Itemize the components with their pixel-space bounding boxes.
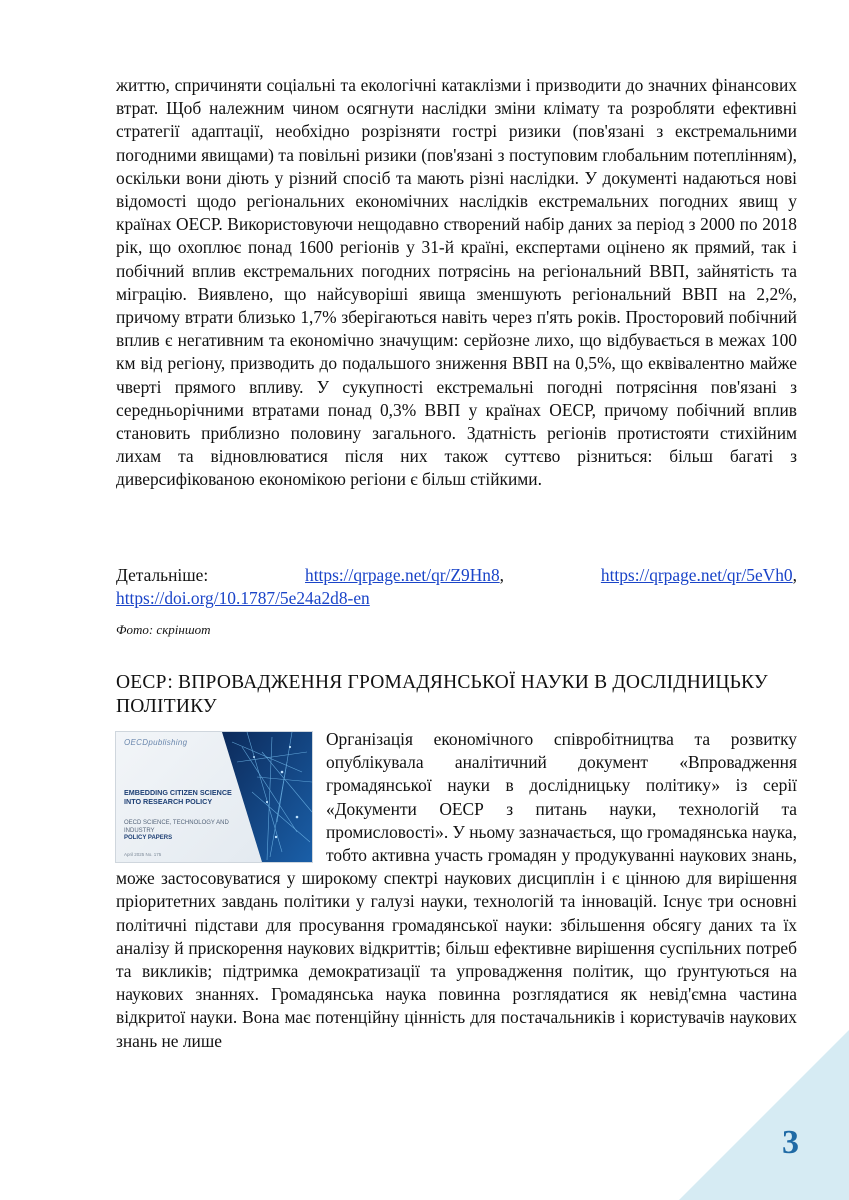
cover-date: April 2025 No. 175 — [124, 852, 162, 857]
intro-text-block — [116, 74, 797, 492]
page-number: 3 — [782, 1124, 799, 1161]
link-separator: , — [499, 565, 505, 585]
more-info-link-1[interactable]: https://qrpage.net/qr/Z9Hn8 — [305, 565, 500, 585]
cover-series: OECD SCIENCE, TECHNOLOGY AND INDUSTRY POLICY PAPERS — [124, 820, 229, 841]
more-info-line — [116, 564, 797, 587]
section-title: ОЕСР: ВПРОВАДЖЕННЯ ГРОМАДЯНСЬКОЇ НАУКИ В ДОСЛІДНИЦЬКУ ПОЛІТИКУ — [116, 672, 768, 717]
report-cover-image — [116, 732, 312, 862]
more-info-link-2[interactable]: https://qrpage.net/qr/5eVh0 — [600, 565, 793, 585]
more-info-link-3[interactable]: https://doi.org/10.1787/5e24a2d8-en — [116, 588, 370, 609]
more-info-line-2 — [116, 587, 797, 610]
oecd-publishing-logo: OECDpublishing — [124, 738, 188, 747]
section-body-paragraph: Організація економічного співробітництва та розвитку опублікувала аналітичний документ «Впровадження громадянської науки в дослідницьку політику» із серії «Документи ОЕСР з питань науки, технологій та промисловості». У ньому зазначається, що громадянська наука, тобто активна участь громадян у продукуванні наукових знань, може застосовуватися у широкому спектрі наукових дисциплін і є цінною для вирішення пріоритетних завдань політики у галузі науки, технологій та інновацій. Існує три основні політичні підстави для просування громадянської науки: збільшення обсягу даних та їх аналізу й прискорення наукових відкриттів; більш ефективне вирішення суспільних потреб та викликів; підтримка демократизації та упровадження політик, що ґрунтуються на наукових знаннях. Громадянська наука повинна розглядатися як невід'ємна частина відкритої науки. Вона має потенційну цінність для постачальників і користувачів наукових знань не лише — [116, 729, 797, 1051]
cover-title: EMBEDDING CITIZEN SCIENCE INTO RESEARCH POLICY — [124, 788, 232, 806]
photo-caption: Фото: скріншот — [116, 622, 211, 637]
corner-decoration — [679, 1030, 849, 1200]
more-info-block — [116, 564, 797, 610]
more-info-label: Детальніше: — [116, 565, 209, 585]
intro-paragraph: життю, спричиняти соціальні та екологічні катаклізми і призводити до значних фінансових втрат. Щоб належним чином осягнути наслідки зміни клімату та розробляти ефективні стратегії адаптації, необхідно розрізняти гострі ризики (пов'язані з екстремальними погодними явищами) та повільні ризики (пов'язані з поступовим глобальним потеплінням), оскільки вони діють у різний спосіб та мають різні наслідки. У документі надаються нові відомості щодо регіональних економічних наслідків екстремальних погодних явищ у країнах ОЕСР. Використовуючи нещодавно створений набір даних за період з 2000 по 2018 рік, що охоплює понад 1600 регіонів у 31-й країні, експертами оцінено як прямий, так і побічний вплив екстремальних погодних потрясінь на регіональний ВВП, зайнятість та міграцію. Виявлено, що найсуворіші явища зменшують регіональний ВВП на 2,2%, причому втрати близько 1,7% зберігаються навіть через п'ять років. Просторовий побічний вплив є негативним та економічно значущим: серйозне лихо, що відбувається в межах 100 км від регіону, призводить до подальшого зниження ВВП на 0,5%, що еквівалентно майже чверті прямого впливу. У сукупності екстремальні погодні потрясіння пов'язані з середньорічними втратами понад 0,3% ВВП у країнах ОЕСР, причому побічний вплив становить приблизно половину загального. Здатність регіонів протистояти стихійним лихам та відновлюватися після них також суттєво різниться: більш багаті з диверсифікованою економікою регіони є більш стійкими. — [116, 75, 797, 490]
more-info-link-1-wrap — [305, 564, 504, 587]
more-info-link-2-wrap — [601, 564, 797, 587]
link-separator: , — [792, 565, 797, 585]
section-body-block — [116, 728, 797, 1053]
